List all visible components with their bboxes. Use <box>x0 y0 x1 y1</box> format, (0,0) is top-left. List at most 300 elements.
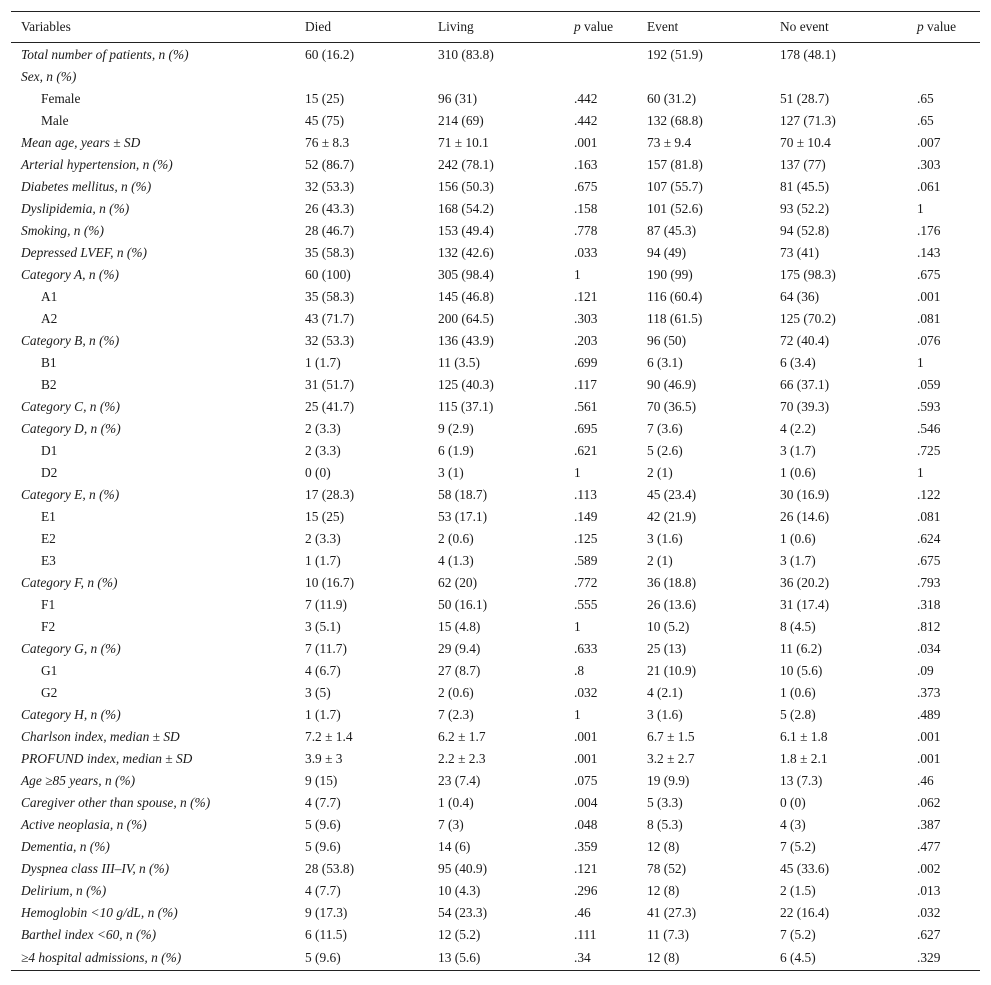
event-cell: 118 (61.5) <box>647 311 703 326</box>
variable-label: B1 <box>41 355 57 370</box>
event-cell: 36 (18.8) <box>647 575 697 590</box>
p-value-event-cell: 1 <box>917 201 924 216</box>
table-row <box>11 726 980 748</box>
event-cell: 60 (31.2) <box>647 91 697 106</box>
no-event-cell: 26 (14.6) <box>780 509 830 524</box>
p-value-mortality-cell: .296 <box>574 883 598 898</box>
table-row <box>11 748 980 770</box>
table-row <box>11 770 980 792</box>
header-event: Event <box>637 12 770 43</box>
no-event-cell: 13 (7.3) <box>780 773 823 788</box>
p-value-event-cell: .002 <box>917 861 941 876</box>
event-cell: 3 (1.6) <box>647 707 683 722</box>
living-cell: 136 (43.9) <box>438 333 494 348</box>
living-cell: 14 (6) <box>438 839 471 854</box>
variable-label: Dyspnea class III–IV, n (%) <box>21 861 170 876</box>
p-value-mortality-cell: .34 <box>564 946 637 971</box>
p-value-mortality-cell: .163 <box>574 157 598 172</box>
variable-label: D1 <box>41 443 58 458</box>
event-cell: 192 (51.9) <box>647 47 703 62</box>
no-event-cell: 72 (40.4) <box>780 333 830 348</box>
p-value-event-cell: .001 <box>917 729 941 744</box>
p-value-event-cell: .675 <box>917 553 941 568</box>
no-event-cell: 137 (77) <box>780 157 826 172</box>
no-event-cell: 30 (16.9) <box>780 487 830 502</box>
event-cell: 94 (49) <box>647 245 687 260</box>
p-value-event-cell: .032 <box>917 905 941 920</box>
event-cell: 12 (8) <box>637 946 770 971</box>
variable-label: Category A, n (%) <box>21 267 119 282</box>
event-cell: 3.2 ± 2.7 <box>647 751 695 766</box>
living-cell: 125 (40.3) <box>438 377 494 392</box>
p-value-mortality-cell: 1 <box>574 619 581 634</box>
variable-label: Dyslipidemia, n (%) <box>21 201 130 216</box>
p-value-mortality-cell: .8 <box>574 663 585 678</box>
died-cell: 26 (43.3) <box>305 201 355 216</box>
variable-label: E2 <box>41 531 56 546</box>
table-row <box>11 836 980 858</box>
died-cell: 5 (9.6) <box>305 817 341 832</box>
table-row <box>11 528 980 550</box>
no-event-cell: 81 (45.5) <box>780 179 830 194</box>
event-cell <box>637 66 770 88</box>
p-value-mortality-cell <box>564 43 637 67</box>
no-event-cell: 3 (1.7) <box>780 443 816 458</box>
event-cell: 41 (27.3) <box>647 905 697 920</box>
variable-label: Category H, n (%) <box>21 707 121 722</box>
living-cell: 53 (17.1) <box>438 509 488 524</box>
living-cell: 7 (3) <box>438 817 464 832</box>
no-event-cell: 8 (4.5) <box>780 619 816 634</box>
event-cell: 2 (1) <box>647 553 673 568</box>
died-cell: 4 (7.7) <box>305 883 341 898</box>
p-value-event-cell: .081 <box>917 509 941 524</box>
p-value-mortality-cell: .149 <box>574 509 598 524</box>
p-value-mortality-cell: .442 <box>574 113 598 128</box>
variable-label: Barthel index <60, n (%) <box>21 927 157 942</box>
living-cell: 156 (50.3) <box>438 179 494 194</box>
died-cell: 2 (3.3) <box>305 531 341 546</box>
died-cell: 9 (15) <box>305 773 338 788</box>
no-event-cell: 4 (2.2) <box>780 421 816 436</box>
table-row <box>11 220 980 242</box>
no-event-cell: 51 (28.7) <box>780 91 830 106</box>
event-cell: 5 (3.3) <box>647 795 683 810</box>
event-cell: 6.7 ± 1.5 <box>647 729 695 744</box>
died-cell: 5 (9.6) <box>295 946 428 971</box>
died-cell: 43 (71.7) <box>305 311 355 326</box>
variable-label: Male <box>41 113 69 128</box>
p-value-event-cell: .122 <box>917 487 941 502</box>
variable-label: Diabetes mellitus, n (%) <box>21 179 152 194</box>
table-row <box>11 286 980 308</box>
living-cell: 153 (49.4) <box>438 223 494 238</box>
variable-label: F1 <box>41 597 56 612</box>
event-cell: 12 (8) <box>647 883 680 898</box>
living-cell: 62 (20) <box>438 575 478 590</box>
living-cell: 10 (4.3) <box>438 883 481 898</box>
died-cell: 60 (100) <box>305 267 351 282</box>
event-cell: 96 (50) <box>647 333 687 348</box>
table-row <box>11 198 980 220</box>
event-cell: 132 (68.8) <box>647 113 703 128</box>
died-cell <box>295 66 428 88</box>
event-cell: 101 (52.6) <box>647 201 703 216</box>
p-value-event-cell: .013 <box>917 883 941 898</box>
p-value-event-cell: .001 <box>917 751 941 766</box>
variable-label: Age ≥85 years, n (%) <box>21 773 136 788</box>
p-value-event-cell: .329 <box>907 946 980 971</box>
p-value-mortality-cell: 1 <box>574 465 581 480</box>
p-value-event-cell: .624 <box>917 531 941 546</box>
p-value-mortality-cell: .001 <box>574 135 598 150</box>
variable-label: Charlson index, median ± SD <box>21 729 180 744</box>
living-cell: 200 (64.5) <box>438 311 494 326</box>
variable-label: A1 <box>41 289 58 304</box>
living-cell: 50 (16.1) <box>438 597 488 612</box>
no-event-cell: 1 (0.6) <box>780 465 816 480</box>
living-cell: 96 (31) <box>438 91 478 106</box>
living-cell: 29 (9.4) <box>438 641 481 656</box>
table-row <box>11 814 980 836</box>
variable-label: F2 <box>41 619 56 634</box>
event-cell: 21 (10.9) <box>647 663 697 678</box>
died-cell: 28 (46.7) <box>305 223 355 238</box>
living-cell: 305 (98.4) <box>438 267 494 282</box>
living-cell: 4 (1.3) <box>438 553 474 568</box>
died-cell: 10 (16.7) <box>305 575 355 590</box>
no-event-cell: 125 (70.2) <box>780 311 836 326</box>
living-cell: 71 ± 10.1 <box>438 135 489 150</box>
p-value-event-cell <box>907 43 980 67</box>
table-row <box>11 550 980 572</box>
p-value-event-cell: .627 <box>917 927 941 942</box>
table-row <box>11 308 980 330</box>
p-value-event-cell: .09 <box>917 663 934 678</box>
variable-label: Category F, n (%) <box>21 575 118 590</box>
p-value-mortality-cell <box>564 66 637 88</box>
no-event-cell: 66 (37.1) <box>780 377 830 392</box>
event-cell: 2 (1) <box>647 465 673 480</box>
p-value-event-cell: .46 <box>917 773 934 788</box>
table-row <box>11 110 980 132</box>
p-value-mortality-cell: .117 <box>574 377 597 392</box>
p-value-event-cell: .034 <box>917 641 941 656</box>
died-cell: 3 (5) <box>305 685 331 700</box>
variable-label: E1 <box>41 509 56 524</box>
variable-label: B2 <box>41 377 57 392</box>
variable-label: Category C, n (%) <box>21 399 120 414</box>
living-cell: 27 (8.7) <box>438 663 481 678</box>
died-cell: 6 (11.5) <box>305 927 347 942</box>
variable-label: Active neoplasia, n (%) <box>21 817 147 832</box>
living-cell: 3 (1) <box>438 465 464 480</box>
event-cell: 157 (81.8) <box>647 157 703 172</box>
variable-label: Delirium, n (%) <box>21 883 107 898</box>
no-event-cell: 93 (52.2) <box>780 201 830 216</box>
variable-label: G1 <box>41 663 58 678</box>
living-cell: 2 (0.6) <box>438 531 474 546</box>
table-row <box>11 792 980 814</box>
table-row <box>11 572 980 594</box>
died-cell: 76 ± 8.3 <box>305 135 350 150</box>
p-value-event-cell: .061 <box>917 179 941 194</box>
no-event-cell: 6.1 ± 1.8 <box>780 729 828 744</box>
died-cell: 52 (86.7) <box>305 157 355 172</box>
p-value-event-cell: .143 <box>917 245 941 260</box>
no-event-cell: 1 (0.6) <box>780 531 816 546</box>
died-cell: 25 (41.7) <box>305 399 355 414</box>
event-cell: 8 (5.3) <box>647 817 683 832</box>
table-row <box>11 440 980 462</box>
died-cell: 31 (51.7) <box>305 377 355 392</box>
p-value-event-cell: 1 <box>917 355 924 370</box>
p-value-event-cell: .725 <box>917 443 941 458</box>
died-cell: 9 (17.3) <box>305 905 348 920</box>
p-value-event-cell: .593 <box>917 399 941 414</box>
p-value-mortality-cell: .442 <box>574 91 598 106</box>
living-cell: 58 (18.7) <box>438 487 488 502</box>
living-cell: 115 (37.1) <box>438 399 494 414</box>
no-event-cell: 175 (98.3) <box>780 267 836 282</box>
p-value-event-cell: .477 <box>917 839 941 854</box>
died-cell: 32 (53.3) <box>305 333 355 348</box>
variable-label: Dementia, n (%) <box>21 839 110 854</box>
no-event-cell: 36 (20.2) <box>780 575 830 590</box>
event-cell: 73 ± 9.4 <box>647 135 692 150</box>
died-cell: 1 (1.7) <box>305 707 341 722</box>
p-value-mortality-cell: .695 <box>574 421 598 436</box>
died-cell: 1 (1.7) <box>305 355 341 370</box>
table-row <box>11 594 980 616</box>
event-cell: 12 (8) <box>647 839 680 854</box>
table-row <box>11 506 980 528</box>
event-cell: 5 (2.6) <box>647 443 683 458</box>
p-value-mortality-cell: .113 <box>574 487 597 502</box>
died-cell: 7 (11.9) <box>305 597 347 612</box>
variable-label: PROFUND index, median ± SD <box>21 751 193 766</box>
p-value-mortality-cell: .032 <box>574 685 598 700</box>
died-cell: 2 (3.3) <box>305 421 341 436</box>
no-event-cell: 1.8 ± 2.1 <box>780 751 828 766</box>
p-value-mortality-cell: .675 <box>574 179 598 194</box>
p-value-event-cell <box>907 66 980 88</box>
event-cell: 190 (99) <box>647 267 693 282</box>
no-event-cell: 3 (1.7) <box>780 553 816 568</box>
p-value-mortality-cell: .158 <box>574 201 598 216</box>
table-row <box>11 660 980 682</box>
p-value-event-cell: .675 <box>917 267 941 282</box>
table-row <box>11 374 980 396</box>
living-cell: 11 (3.5) <box>438 355 480 370</box>
p-value-event-cell: .076 <box>917 333 941 348</box>
table-row <box>11 66 980 88</box>
event-cell: 78 (52) <box>647 861 687 876</box>
p-value-event-cell: .318 <box>917 597 941 612</box>
p-value-mortality-cell: .772 <box>574 575 598 590</box>
living-cell: 2.2 ± 2.3 <box>438 751 486 766</box>
table-row <box>11 176 980 198</box>
living-cell: 7 (2.3) <box>438 707 474 722</box>
p-value-mortality-cell: .121 <box>574 861 598 876</box>
p-value-mortality-cell: .359 <box>574 839 598 854</box>
event-cell: 3 (1.6) <box>647 531 683 546</box>
table-row <box>11 132 980 154</box>
event-cell: 42 (21.9) <box>647 509 697 524</box>
header-p-value-event: p value <box>907 12 980 43</box>
variable-label: Category B, n (%) <box>21 333 120 348</box>
no-event-cell: 70 (39.3) <box>780 399 830 414</box>
table-body <box>11 43 980 971</box>
table-row <box>11 946 980 971</box>
living-cell: 132 (42.6) <box>438 245 494 260</box>
event-cell: 70 (36.5) <box>647 399 697 414</box>
variable-label: Total number of patients, n (%) <box>21 47 189 62</box>
died-cell: 1 (1.7) <box>305 553 341 568</box>
living-cell: 242 (78.1) <box>438 157 494 172</box>
living-cell: 15 (4.8) <box>438 619 481 634</box>
p-value-mortality-cell: .001 <box>574 751 598 766</box>
p-value-mortality-cell: .033 <box>574 245 598 260</box>
p-value-mortality-cell: .001 <box>574 729 598 744</box>
died-cell: 35 (58.3) <box>305 245 355 260</box>
no-event-cell: 73 (41) <box>780 245 820 260</box>
died-cell: 32 (53.3) <box>305 179 355 194</box>
no-event-cell: 178 (48.1) <box>780 47 836 62</box>
p-value-event-cell: .546 <box>917 421 941 436</box>
p-value-mortality-cell: .111 <box>574 927 597 942</box>
p-value-mortality-cell: 1 <box>574 267 581 282</box>
variable-label: Caregiver other than spouse, n (%) <box>21 795 211 810</box>
p-value-event-cell: 1 <box>917 465 924 480</box>
variable-label: Depressed LVEF, n (%) <box>21 245 147 260</box>
table-row <box>11 682 980 704</box>
died-cell: 2 (3.3) <box>305 443 341 458</box>
p-value-mortality-cell: .778 <box>574 223 598 238</box>
died-cell: 5 (9.6) <box>305 839 341 854</box>
p-value-mortality-cell: .633 <box>574 641 598 656</box>
no-event-cell: 11 (6.2) <box>780 641 822 656</box>
living-cell: 1 (0.4) <box>438 795 474 810</box>
died-cell: 28 (53.8) <box>305 861 355 876</box>
p-value-mortality-cell: .46 <box>574 905 591 920</box>
variable-label: Category E, n (%) <box>21 487 120 502</box>
living-cell: 2 (0.6) <box>438 685 474 700</box>
living-cell: 12 (5.2) <box>438 927 481 942</box>
p-value-mortality-cell: 1 <box>574 707 581 722</box>
event-cell: 7 (3.6) <box>647 421 683 436</box>
no-event-cell: 1 (0.6) <box>780 685 816 700</box>
table-row <box>11 704 980 726</box>
header-living: Living <box>428 12 564 43</box>
p-value-event-cell: .793 <box>917 575 941 590</box>
living-cell: 6 (1.9) <box>438 443 474 458</box>
no-event-cell: 2 (1.5) <box>780 883 816 898</box>
no-event-cell: 45 (33.6) <box>780 861 830 876</box>
living-cell: 310 (83.8) <box>438 47 494 62</box>
no-event-cell: 64 (36) <box>780 289 820 304</box>
table-row <box>11 396 980 418</box>
died-cell: 4 (6.7) <box>305 663 341 678</box>
event-cell: 25 (13) <box>647 641 687 656</box>
table-row <box>11 43 980 67</box>
no-event-cell: 94 (52.8) <box>780 223 830 238</box>
event-cell: 11 (7.3) <box>647 927 689 942</box>
died-cell: 7 (11.7) <box>305 641 347 656</box>
p-value-event-cell: .059 <box>917 377 941 392</box>
event-cell: 10 (5.2) <box>647 619 690 634</box>
table-row <box>11 352 980 374</box>
died-cell: 4 (7.7) <box>305 795 341 810</box>
no-event-cell: 6 (3.4) <box>780 355 816 370</box>
p-value-mortality-cell: .004 <box>574 795 598 810</box>
variable-label: A2 <box>41 311 58 326</box>
variable-label: ≥4 hospital admissions, n (%) <box>11 946 295 971</box>
table-row <box>11 242 980 264</box>
died-cell: 3.9 ± 3 <box>305 751 343 766</box>
variable-label: Hemoglobin <10 g/dL, n (%) <box>21 905 178 920</box>
died-cell: 7.2 ± 1.4 <box>305 729 353 744</box>
p-value-mortality-cell: .121 <box>574 289 598 304</box>
variable-label: Mean age, years ± SD <box>21 135 141 150</box>
event-cell: 87 (45.3) <box>647 223 697 238</box>
living-cell: 6.2 ± 1.7 <box>438 729 486 744</box>
p-value-mortality-cell: .075 <box>574 773 598 788</box>
p-value-event-cell: .387 <box>917 817 941 832</box>
table-row <box>11 484 980 506</box>
variable-label: Arterial hypertension, n (%) <box>21 157 173 172</box>
header-row <box>11 12 980 43</box>
living-cell: 13 (5.6) <box>428 946 564 971</box>
no-event-cell: 22 (16.4) <box>780 905 830 920</box>
living-cell: 9 (2.9) <box>438 421 474 436</box>
baseline-characteristics-table <box>11 11 980 971</box>
died-cell: 15 (25) <box>305 91 345 106</box>
living-cell: 54 (23.3) <box>438 905 488 920</box>
p-value-mortality-cell: .555 <box>574 597 598 612</box>
table-row <box>11 638 980 660</box>
no-event-cell: 10 (5.6) <box>780 663 823 678</box>
header-p-value-mortality: p value <box>564 12 637 43</box>
died-cell: 3 (5.1) <box>305 619 341 634</box>
variable-label: Category G, n (%) <box>21 641 121 656</box>
variable-label: E3 <box>41 553 56 568</box>
died-cell: 60 (16.2) <box>305 47 355 62</box>
p-value-event-cell: .489 <box>917 707 941 722</box>
table-row <box>11 462 980 484</box>
p-value-event-cell: .303 <box>917 157 941 172</box>
p-value-mortality-cell: .125 <box>574 531 598 546</box>
event-cell: 19 (9.9) <box>647 773 690 788</box>
living-cell: 214 (69) <box>438 113 484 128</box>
no-event-cell: 7 (5.2) <box>780 839 816 854</box>
p-value-mortality-cell: .203 <box>574 333 598 348</box>
event-cell: 45 (23.4) <box>647 487 697 502</box>
died-cell: 17 (28.3) <box>305 487 355 502</box>
p-value-event-cell: .812 <box>917 619 941 634</box>
p-value-event-cell: .007 <box>917 135 941 150</box>
table-row <box>11 858 980 880</box>
living-cell: 95 (40.9) <box>438 861 488 876</box>
p-value-event-cell: .65 <box>917 91 934 106</box>
variable-label: Smoking, n (%) <box>21 223 104 238</box>
table-row <box>11 902 980 924</box>
header-variables: Variables <box>11 12 295 43</box>
no-event-cell <box>770 66 907 88</box>
event-cell: 90 (46.9) <box>647 377 697 392</box>
no-event-cell: 4 (3) <box>780 817 806 832</box>
table-row <box>11 616 980 638</box>
